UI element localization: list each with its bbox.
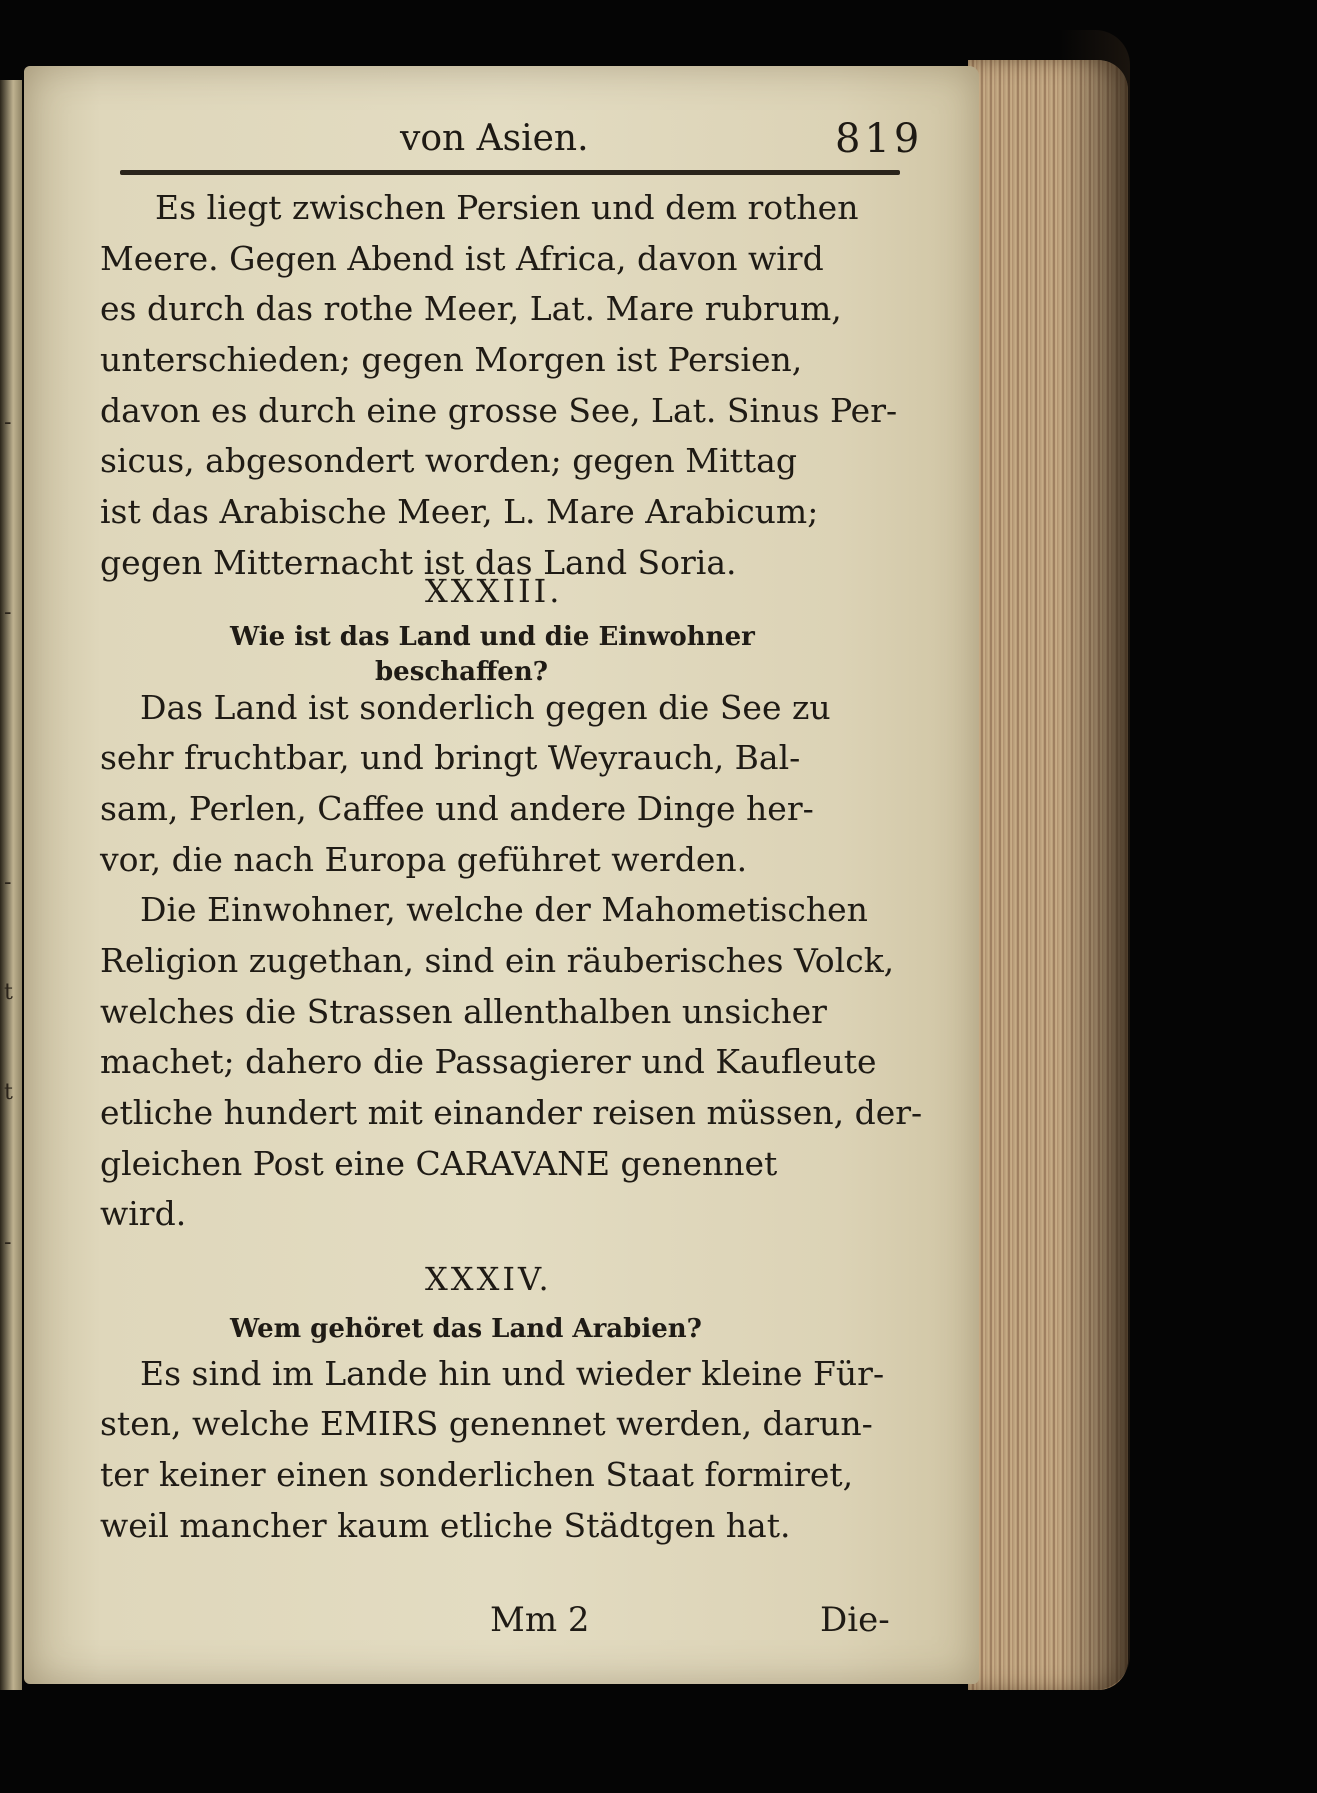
left-margin-mark: t <box>4 980 13 1005</box>
page-header <box>100 110 924 170</box>
catchword: Die- <box>820 1600 890 1640</box>
left-margin-mark: - <box>4 1230 12 1255</box>
text-line: machet; dahero die Passagierer und Kaufleute <box>100 1042 877 1082</box>
text-line: Religion zugethan, sind ein räuberisches Volck, <box>100 940 895 980</box>
text-line: es durch das rothe Meer, Lat. Mare rubrum, <box>100 289 842 329</box>
section-numeral: XXXIII. <box>425 571 563 610</box>
text-line: Es sind im Lande hin und wieder kleine Für- <box>140 1353 885 1393</box>
text-line: gleichen Post eine CARAVANE genennet <box>100 1143 778 1183</box>
text-line: Es liegt zwischen Persien und dem rothen <box>155 188 859 227</box>
section-question: Wem gehöret das Land Arabien? <box>230 1313 702 1344</box>
text-line: wird. <box>100 1194 187 1234</box>
signature-mark: Mm 2 <box>490 1600 590 1640</box>
running-head: von Asien. <box>400 118 589 159</box>
text-line: etliche hundert mit einander reisen müssen, der- <box>100 1093 923 1132</box>
left-margin-mark: - <box>4 870 12 895</box>
text-line: sten, welche EMIRS genennet werden, darun- <box>100 1404 873 1444</box>
text-line: ist das Arabische Meer, L. Mare Arabicum; <box>100 492 819 532</box>
text-line: Meere. Gegen Abend ist Africa, davon wird <box>100 238 824 278</box>
text-line: davon es durch eine grosse See, Lat. Sinus Per- <box>100 390 898 430</box>
left-margin-mark: t <box>4 1080 13 1105</box>
text-line: vor, die nach Europa geführet werden. <box>100 839 748 879</box>
text-line: sam, Perlen, Caffee und andere Dinge her- <box>100 788 814 828</box>
section-numeral: XXXIV. <box>425 1259 552 1298</box>
page-fore-edge-shadow <box>1060 30 1130 1690</box>
page-number: 819 <box>835 116 924 162</box>
text-line: Das Land ist sonderlich gegen die See zu <box>140 687 831 727</box>
text-line: unterschieden; gegen Morgen ist Persien, <box>100 340 803 380</box>
text-line: sehr fruchtbar, und bringt Weyrauch, Bal- <box>100 738 801 778</box>
text-line: weil mancher kaum etliche Städtgen hat. <box>100 1505 791 1545</box>
text-line: welches die Strassen allenthalben unsicher <box>100 991 827 1031</box>
text-line: gegen Mitternacht ist das Land Soria. <box>100 542 737 582</box>
text-line: sicus, abgesondert worden; gegen Mittag <box>100 441 797 481</box>
text-line: ter keiner einen sonderlichen Staat formiret, <box>100 1455 854 1494</box>
left-margin-mark: - <box>4 600 12 625</box>
section-question: beschaffen? <box>375 656 548 687</box>
left-page-edge <box>0 80 22 1690</box>
header-rule <box>120 170 900 175</box>
left-margin-mark: - <box>4 410 12 435</box>
section-question: Wie ist das Land und die Einwohner <box>230 622 755 653</box>
text-line: Die Einwohner, welche der Mahometischen <box>140 890 868 930</box>
